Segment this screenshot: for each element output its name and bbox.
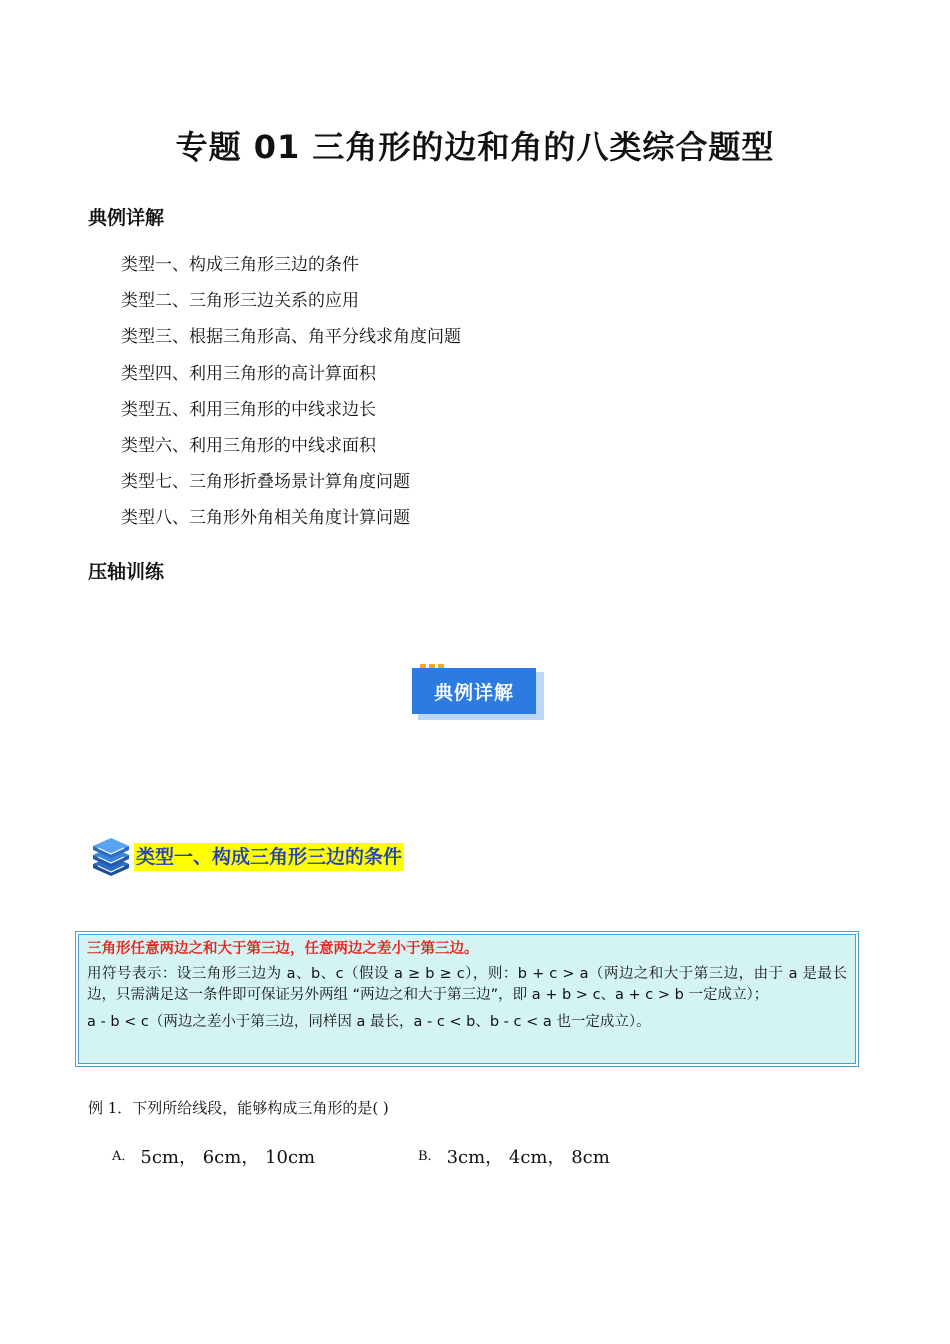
option-letter: B． (418, 1149, 441, 1164)
toc-item[interactable]: 类型五、利用三角形的中线求边长 (121, 399, 376, 420)
table-of-contents (121, 252, 461, 542)
type1-heading (90, 836, 404, 878)
toc-item[interactable]: 类型三、根据三角形高、角平分线求角度问题 (121, 327, 461, 348)
toc-item[interactable]: 类型七、三角形折叠场景计算角度问题 (121, 472, 410, 493)
banner-label: 典例详解 (412, 668, 536, 714)
option-text: 5cm， 6cm， 10cm (140, 1147, 316, 1168)
knowledge-box (78, 934, 856, 1064)
type1-title: 类型一、构成三角形三边的条件 (134, 843, 404, 871)
option-text: 3cm， 4cm， 8cm (446, 1147, 610, 1168)
example-question: 例 1．下列所给线段，能够构成三角形的是( ) (88, 1099, 389, 1117)
toc-item[interactable]: 类型二、三角形三边关系的应用 (121, 291, 359, 312)
option-b[interactable] (418, 1143, 610, 1169)
section-heading-training: 压轴训练 (88, 561, 165, 583)
section-banner (412, 664, 546, 722)
option-letter: A． (112, 1149, 135, 1164)
toc-item[interactable]: 类型四、利用三角形的高计算面积 (121, 363, 376, 384)
toc-item[interactable]: 类型六、利用三角形的中线求面积 (121, 435, 376, 456)
rule-description-2: a - b < c（两边之差小于第三边，同样因 a 最长，a - c < b、b - c < a 也一定成立）。 (87, 1014, 651, 1030)
toc-item[interactable]: 类型一、构成三角形三边的条件 (121, 255, 359, 275)
section-heading-examples: 典例详解 (88, 207, 165, 229)
page-title: 专题 01 三角形的边和角的八类综合题型 (175, 128, 775, 166)
books-stack-icon (90, 836, 132, 878)
rule-description: 用符号表示：设三角形三边为 a、b、c（假设 a ≥ b ≥ c），则：b + c > a（两边之和大于第三边，由于 a 是最长边，只需满足这一条件即可保证另外两组 “两边之和大于第三边”，即 a + b > c、a + c > b 一定成立）； (87, 966, 847, 1003)
rule-statement: 三角形任意两边之和大于第三边，任意两边之差小于第三边。 (87, 941, 479, 957)
option-a[interactable] (112, 1143, 315, 1169)
toc-item[interactable]: 类型八、三角形外角相关角度计算问题 (121, 508, 410, 529)
